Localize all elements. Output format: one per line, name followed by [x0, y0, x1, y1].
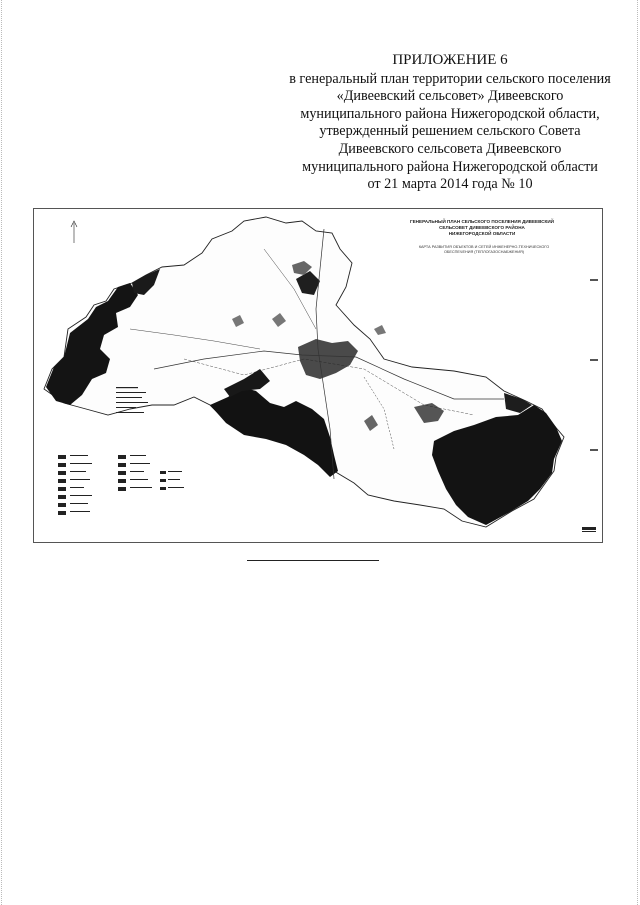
north-arrow	[71, 221, 77, 243]
margin-stamps	[590, 279, 598, 451]
map-title	[382, 219, 582, 237]
map-subtitle-line-1: КАРТА РАЗВИТИЯ ОБЪЕКТОВ И СЕТЕЙ ИНЖЕНЕРНО-ТЕХНИЧЕСКОГО	[418, 245, 550, 249]
scale-bar	[582, 527, 596, 532]
map-title-line-2: СЕЛЬСОВЕТ ДИВЕЕВСКОГО РАЙОНА	[439, 225, 525, 230]
header-line-4: утвержденный решением сельского Совета	[319, 123, 581, 140]
map-drawing	[34, 209, 602, 542]
appendix-title: ПРИЛОЖЕНИЕ 6	[392, 52, 508, 68]
header-line-6: муниципального района Нижегородской области	[302, 158, 598, 175]
map-subtitle-line-2: ОБЕСПЕЧЕНИЯ (ТЕПЛОГАЗОСНАБЖЕНИЯ)	[443, 250, 525, 254]
page-edge-left	[1, 0, 3, 905]
header-line-2: «Дивеевский сельсовет» Дивеевского	[336, 88, 564, 105]
bottom-rule	[247, 560, 379, 561]
header-line-5: Дивеевского сельсовета Дивеевского	[338, 140, 562, 157]
map-title-line-1: ГЕНЕРАЛЬНЫЙ ПЛАН СЕЛЬСКОГО ПОСЕЛЕНИЯ ДИВЕЕВСКИЙ	[410, 219, 554, 224]
map-subtitle	[389, 245, 579, 255]
appendix-header	[285, 52, 615, 194]
header-line-3: муниципального района Нижегородской области,	[300, 105, 600, 122]
header-line-1: в генеральный план территории сельского поселения	[289, 70, 611, 87]
header-line-7: от 21 марта 2014 года № 10	[367, 176, 533, 193]
general-plan-map	[33, 208, 603, 543]
map-title-line-3: НИЖЕГОРОДСКОЙ ОБЛАСТИ	[448, 231, 516, 236]
page-edge-right	[637, 0, 639, 905]
